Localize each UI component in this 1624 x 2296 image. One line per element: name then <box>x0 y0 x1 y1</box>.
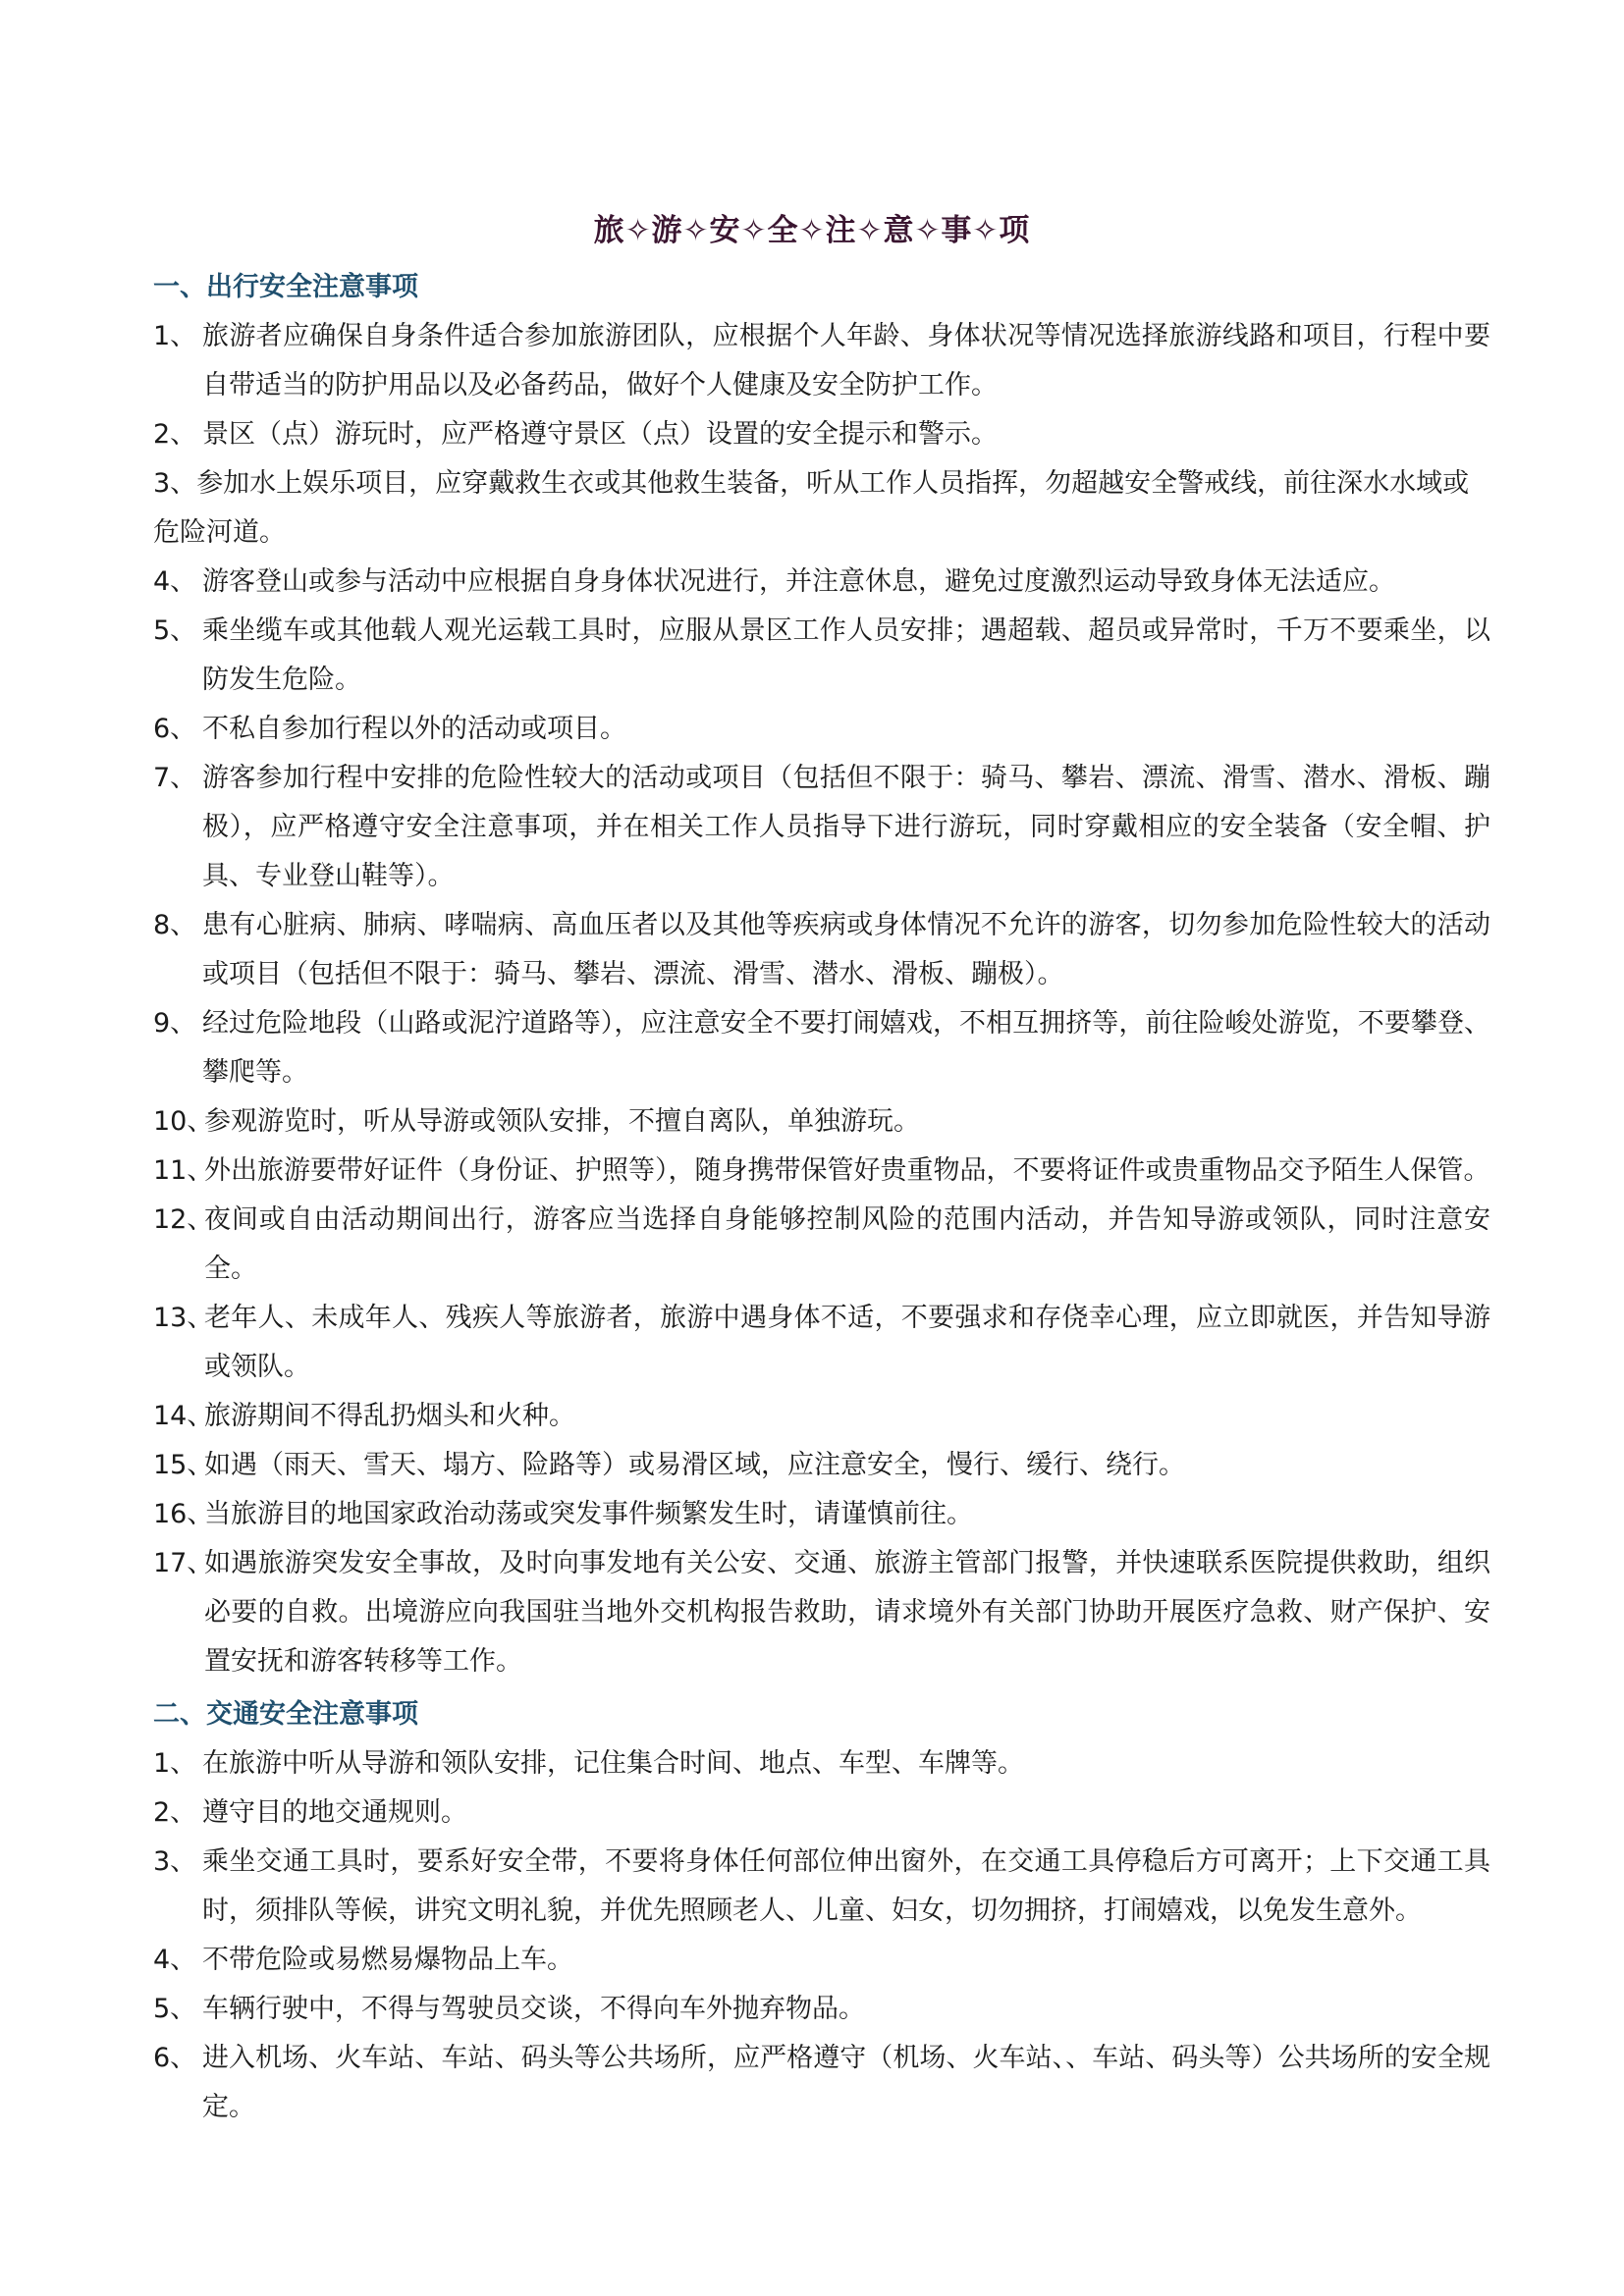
item-number: 5、 <box>153 1994 197 2024</box>
item-text: 乘坐交通工具时，要系好安全带，不要将身体任何部位伸出窗外，在交通工具停稳后方可离开；上下交通工具时，须排队等候，讲究文明礼貌，并优先照顾老人、儿童、妇女，切勿拥挤，打闹嬉戏，以免发生意外。 <box>202 1846 1490 1926</box>
item-number: 4、 <box>153 566 197 597</box>
list-item <box>153 410 1490 459</box>
item-text: 夜间或自由活动期间出行，游客应当选择自身能够控制风险的范围内活动，并告知导游或领队，同时注意安全。 <box>204 1204 1490 1284</box>
item-number: 5、 <box>153 615 197 646</box>
item-text: 外出旅游要带好证件（身份证、护照等），随身携带保管好贵重物品，不要将证件或贵重物品交予陌生人保管。 <box>204 1155 1490 1186</box>
item-number: 4、 <box>153 1945 197 1975</box>
list-item <box>153 607 1490 705</box>
document-title: 旅✧游✧安✧全✧注✧意✧事✧项 <box>593 213 1031 248</box>
list-item <box>153 1196 1490 1294</box>
item-number: 9、 <box>153 1008 197 1039</box>
item-number: 10、 <box>153 1106 214 1137</box>
item-text: 不带危险或易燃易爆物品上车。 <box>202 1945 573 1975</box>
list-item <box>153 1490 1490 1539</box>
item-number: 7、 <box>153 763 197 793</box>
list-item <box>153 901 1490 999</box>
item-text: 游客登山或参与活动中应根据自身身体状况进行，并注意休息，避免过度激烈运动导致身体无法适应。 <box>202 566 1395 597</box>
list-item <box>153 1985 1490 2034</box>
item-text: 乘坐缆车或其他载人观光运载工具时，应服从景区工作人员安排；遇超载、超员或异常时，千万不要乘坐，以防发生危险。 <box>202 615 1490 695</box>
list-item <box>153 1789 1490 1838</box>
item-number: 15、 <box>153 1450 214 1480</box>
list-item <box>153 1739 1490 1789</box>
item-number: 2、 <box>153 419 197 450</box>
travel-safety-list <box>153 312 1490 1686</box>
list-item <box>153 1097 1490 1147</box>
traffic-safety-list <box>153 1739 1490 2132</box>
item-text: 旅游期间不得乱扔烟头和火种。 <box>204 1401 575 1431</box>
item-number: 6、 <box>153 714 197 744</box>
item-text: 进入机场、火车站、车站、码头等公共场所，应严格遵守（机场、火车站、、车站、码头等）公共场所的安全规定。 <box>202 2043 1490 2122</box>
list-item <box>153 1838 1490 1936</box>
item-text: 在旅游中听从导游和领队安排，记住集合时间、地点、车型、车牌等。 <box>202 1748 1024 1779</box>
item-text: 当旅游目的地国家政治动荡或突发事件频繁发生时，请谨慎前往。 <box>204 1499 973 1529</box>
list-item <box>153 754 1490 901</box>
item-text: 参加水上娱乐项目，应穿戴救生衣或其他救生装备，听从工作人员指挥，勿超越安全警戒线，前往深水水域或危险河道。 <box>153 468 1470 548</box>
list-item <box>153 705 1490 754</box>
item-text: 景区（点）游玩时，应严格遵守景区（点）设置的安全提示和警示。 <box>202 419 998 450</box>
item-number: 3、 <box>153 468 197 499</box>
list-item <box>153 1936 1490 1985</box>
item-text: 经过危险地段（山路或泥泞道路等），应注意安全不要打闹嬉戏，不相互拥挤等，前往险峻处游览，不要攀登、攀爬等。 <box>202 1008 1490 1088</box>
item-number: 17、 <box>153 1548 214 1578</box>
item-number: 8、 <box>153 910 197 940</box>
item-number: 1、 <box>153 321 197 351</box>
item-number: 1、 <box>153 1748 197 1779</box>
item-text: 参观游览时，听从导游或领队安排，不擅自离队，单独游玩。 <box>204 1106 920 1137</box>
list-item <box>153 1441 1490 1490</box>
item-text: 患有心脏病、肺病、哮喘病、高血压者以及其他等疾病或身体情况不允许的游客，切勿参加危险性较大的活动或项目（包括但不限于：骑马、攀岩、漂流、滑雪、潜水、滑板、蹦极）。 <box>202 910 1490 989</box>
list-item <box>153 558 1490 607</box>
item-number: 11、 <box>153 1155 214 1186</box>
section-heading-traffic-safety: 二、交通安全注意事项 <box>153 1699 418 1730</box>
list-item <box>153 1147 1490 1196</box>
item-text: 老年人、未成年人、残疾人等旅游者，旅游中遇身体不适，不要强求和存侥幸心理，应立即就医，并告知导游或领队。 <box>204 1303 1490 1382</box>
list-item <box>153 1539 1490 1686</box>
item-text: 不私自参加行程以外的活动或项目。 <box>202 714 626 744</box>
item-text: 旅游者应确保自身条件适合参加旅游团队，应根据个人年龄、身体状况等情况选择旅游线路和项目，行程中要自带适当的防护用品以及必备药品，做好个人健康及安全防护工作。 <box>202 321 1490 400</box>
item-number: 3、 <box>153 1846 197 1877</box>
list-item <box>153 2034 1490 2132</box>
list-item <box>153 999 1490 1097</box>
item-number: 12、 <box>153 1204 214 1235</box>
item-number: 6、 <box>153 2043 197 2073</box>
list-item <box>153 1294 1490 1392</box>
item-text: 车辆行驶中，不得与驾驶员交谈，不得向车外抛弃物品。 <box>202 1994 865 2024</box>
list-item <box>153 312 1490 410</box>
section-heading-travel-safety: 一、出行安全注意事项 <box>153 272 418 302</box>
document-body <box>153 263 1490 2132</box>
item-text: 游客参加行程中安排的危险性较大的活动或项目（包括但不限于：骑马、攀岩、漂流、滑雪、潜水、滑板、蹦极），应严格遵守安全注意事项，并在相关工作人员指导下进行游玩，同时穿戴相应的安全装备（安全帽、护具、专业登山鞋等）。 <box>202 763 1490 891</box>
item-number: 2、 <box>153 1797 197 1828</box>
list-item <box>153 1392 1490 1441</box>
item-number: 13、 <box>153 1303 214 1333</box>
item-number: 14、 <box>153 1401 214 1431</box>
item-text: 如遇旅游突发安全事故，及时向事发地有关公安、交通、旅游主管部门报警，并快速联系医院提供救助，组织必要的自救。出境游应向我国驻当地外交机构报告救助，请求境外有关部门协助开展医疗急救、财产保护、安置安抚和游客转移等工作。 <box>204 1548 1490 1677</box>
item-text: 如遇（雨天、雪天、塌方、险路等）或易滑区域，应注意安全，慢行、缓行、绕行。 <box>204 1450 1185 1480</box>
list-item <box>153 459 1490 558</box>
item-text: 遵守目的地交通规则。 <box>202 1797 467 1828</box>
item-number: 16、 <box>153 1499 214 1529</box>
